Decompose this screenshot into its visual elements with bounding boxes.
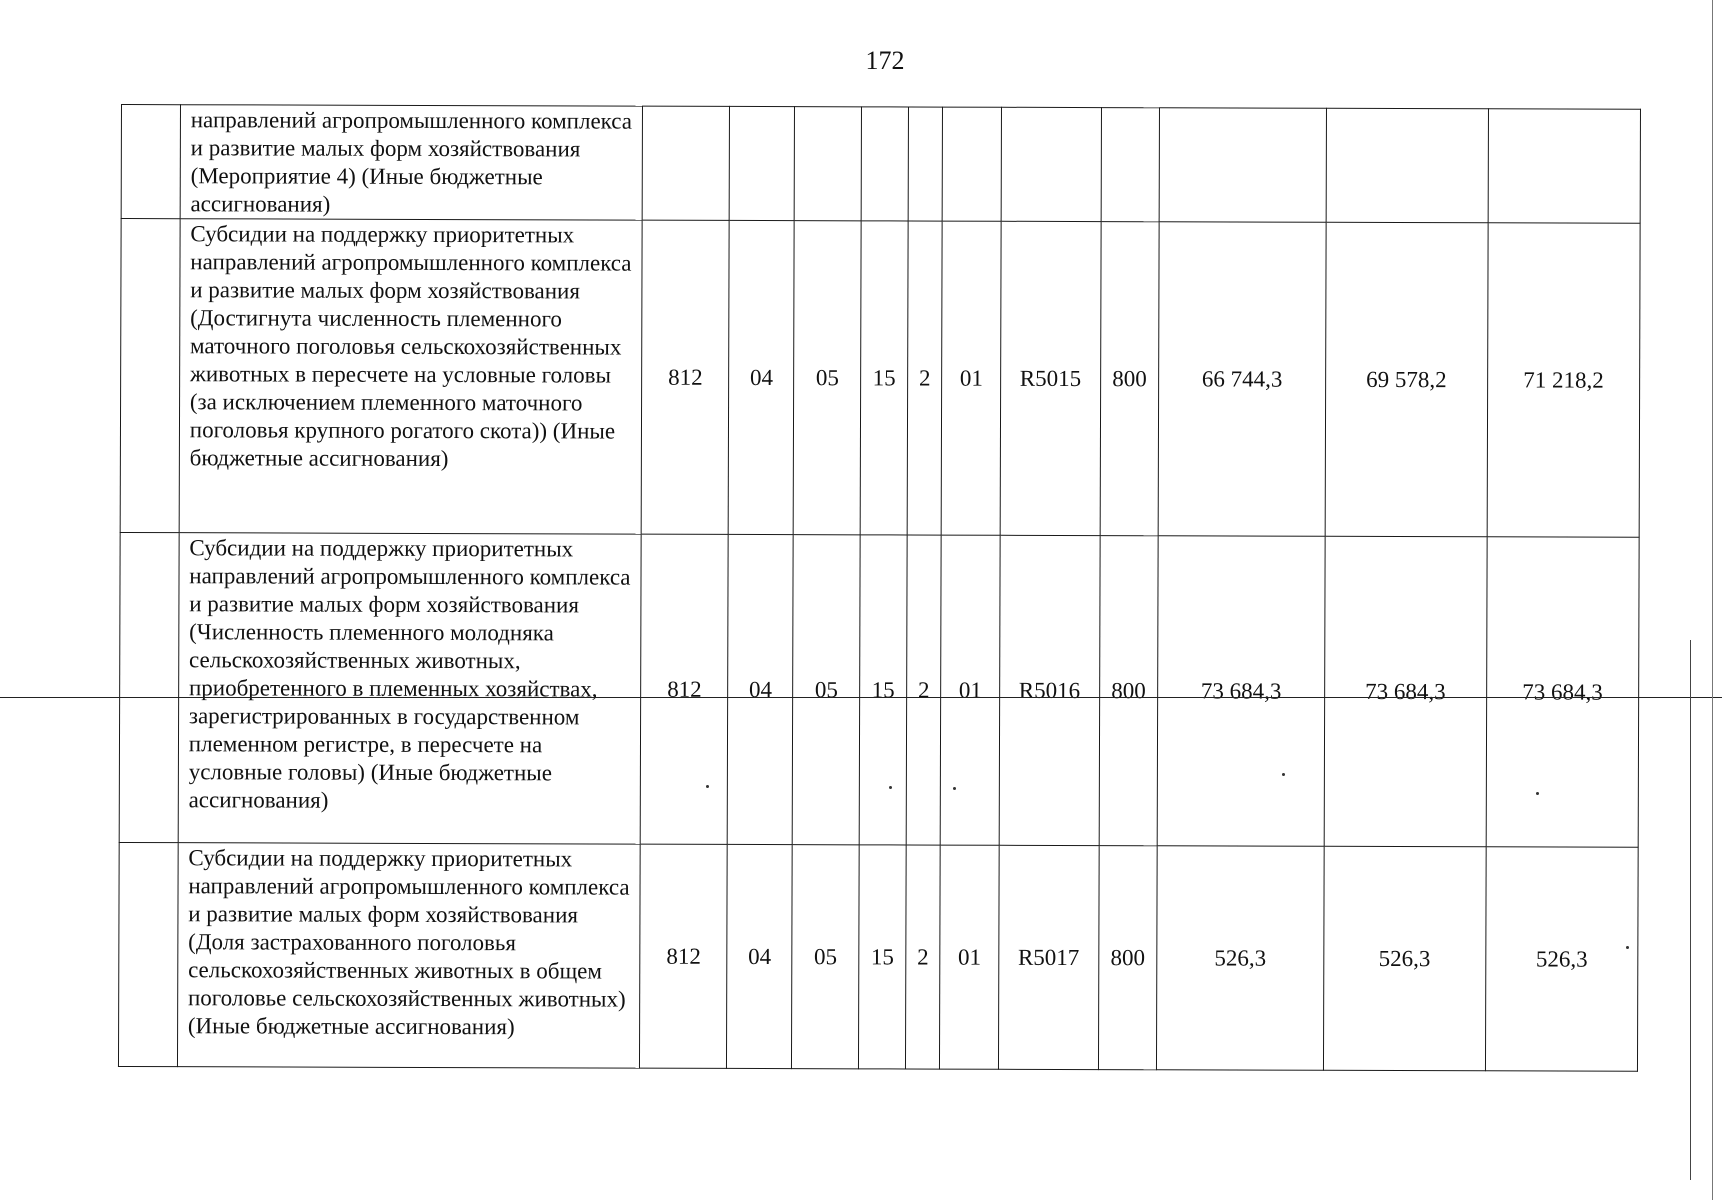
row-number-cell: [119, 532, 179, 842]
scan-speck: [889, 786, 892, 789]
ministry-code-cell: 812: [640, 844, 728, 1068]
subsection-code-cell: [794, 107, 861, 221]
subsection-code-cell: 05: [793, 221, 861, 535]
amount-year1-cell: 73 684,3: [1157, 536, 1324, 847]
ministry-code-cell: 812: [640, 534, 728, 844]
amount-year2-cell: 69 578,2: [1325, 222, 1488, 537]
row-number-cell: [121, 105, 180, 219]
scan-speck: [1626, 946, 1629, 949]
budget-table: [118, 104, 1641, 1072]
direction-code-cell: R5016: [999, 535, 1099, 845]
amount-year1-cell: 66 744,3: [1158, 222, 1325, 537]
budget-table-container: [118, 104, 1641, 1072]
section-code-cell: [730, 106, 795, 220]
section-code-cell: 04: [727, 844, 793, 1068]
amount-year3-cell: 71 218,2: [1487, 223, 1640, 537]
section-code-cell: 04: [728, 534, 794, 844]
ministry-code-cell: 812: [641, 220, 729, 534]
description-cell: направлений агропромышленного комплекса и развитие малых форм хозяйствования (Мероприятие 4) (Иные бюджетные ассигнования): [180, 105, 643, 220]
row-number-cell: [120, 219, 180, 533]
subprogram-code-cell: [908, 107, 943, 221]
program-code-cell: 15: [859, 845, 906, 1069]
event-code-cell: 01: [941, 221, 1001, 535]
expense-type-cell: 800: [1098, 846, 1158, 1070]
program-code-cell: [861, 107, 908, 221]
scan-speck: [1536, 792, 1539, 795]
event-code-cell: [942, 107, 1001, 221]
event-code-cell: 01: [941, 535, 1001, 845]
table-row: [121, 105, 1640, 224]
page-number: 172: [865, 46, 905, 75]
subprogram-code-cell: 2: [906, 535, 941, 845]
description-cell: Субсидии на поддержку приоритетных направлений агропромышленного комплекса и развитие малых форм хозяйствования (Доля застрахованного поголовья сельскохозяйственных животных в общем поголовье сельскохозяйственных животных) (Иные бюджетные ассигнования): [177, 843, 640, 1068]
direction-code-cell: R5015: [1000, 221, 1100, 535]
program-code-cell: 15: [859, 535, 907, 845]
row-number-cell: [118, 842, 178, 1066]
scan-strike-line: [0, 697, 1722, 698]
scan-speck: [706, 785, 709, 788]
amount-year3-cell: 526,3: [1485, 847, 1638, 1071]
scan-edge-line: [1712, 0, 1713, 1200]
description-cell: Субсидии на поддержку приоритетных направлений агропромышленного комплекса и развитие малых форм хозяйствования (Численность племенного молодняка сельскохозяйственных животных, приобретенного в племенных хозяйствах, зарегистрированных в государственном племенном регистре, в пересчете на условные головы) (Иные бюджетные ассигнования): [178, 533, 641, 844]
scan-speck: [953, 787, 956, 790]
direction-code-cell: R5017: [999, 845, 1099, 1069]
description-cell: Субсидии на поддержку приоритетных направлений агропромышленного комплекса и развитие малых форм хозяйствования (Достигнута численность племенного маточного поголовья сельскохозяйственных животных в пересчете на условные головы (за исключением племенного маточного поголовья крупного рогатого скота)) (Иные бюджетные ассигнования): [179, 219, 642, 534]
amount-year3-cell: [1488, 109, 1641, 223]
direction-code-cell: [1001, 107, 1101, 221]
expense-type-cell: [1101, 108, 1160, 222]
program-code-cell: 15: [860, 221, 908, 535]
subprogram-code-cell: 2: [907, 221, 942, 535]
subsection-code-cell: 05: [792, 845, 860, 1069]
amount-year2-cell: 73 684,3: [1324, 536, 1487, 847]
subprogram-code-cell: 2: [905, 845, 940, 1069]
ministry-code-cell: [642, 106, 730, 220]
scan-speck: [1282, 773, 1285, 776]
amount-year3-cell: 73 684,3: [1486, 537, 1639, 847]
amount-year1-cell: [1159, 108, 1326, 223]
expense-type-cell: 800: [1100, 222, 1160, 536]
scan-edge-line: [1690, 640, 1691, 1180]
table-row: [118, 842, 1638, 1071]
amount-year1-cell: 526,3: [1157, 846, 1324, 1071]
event-code-cell: 01: [940, 845, 1000, 1069]
amount-year2-cell: 526,3: [1323, 846, 1486, 1071]
expense-type-cell: 800: [1099, 536, 1159, 846]
subsection-code-cell: 05: [792, 535, 860, 845]
section-code-cell: 04: [729, 220, 795, 534]
amount-year2-cell: [1326, 108, 1489, 223]
table-row: [120, 219, 1640, 538]
table-row: [119, 532, 1639, 847]
